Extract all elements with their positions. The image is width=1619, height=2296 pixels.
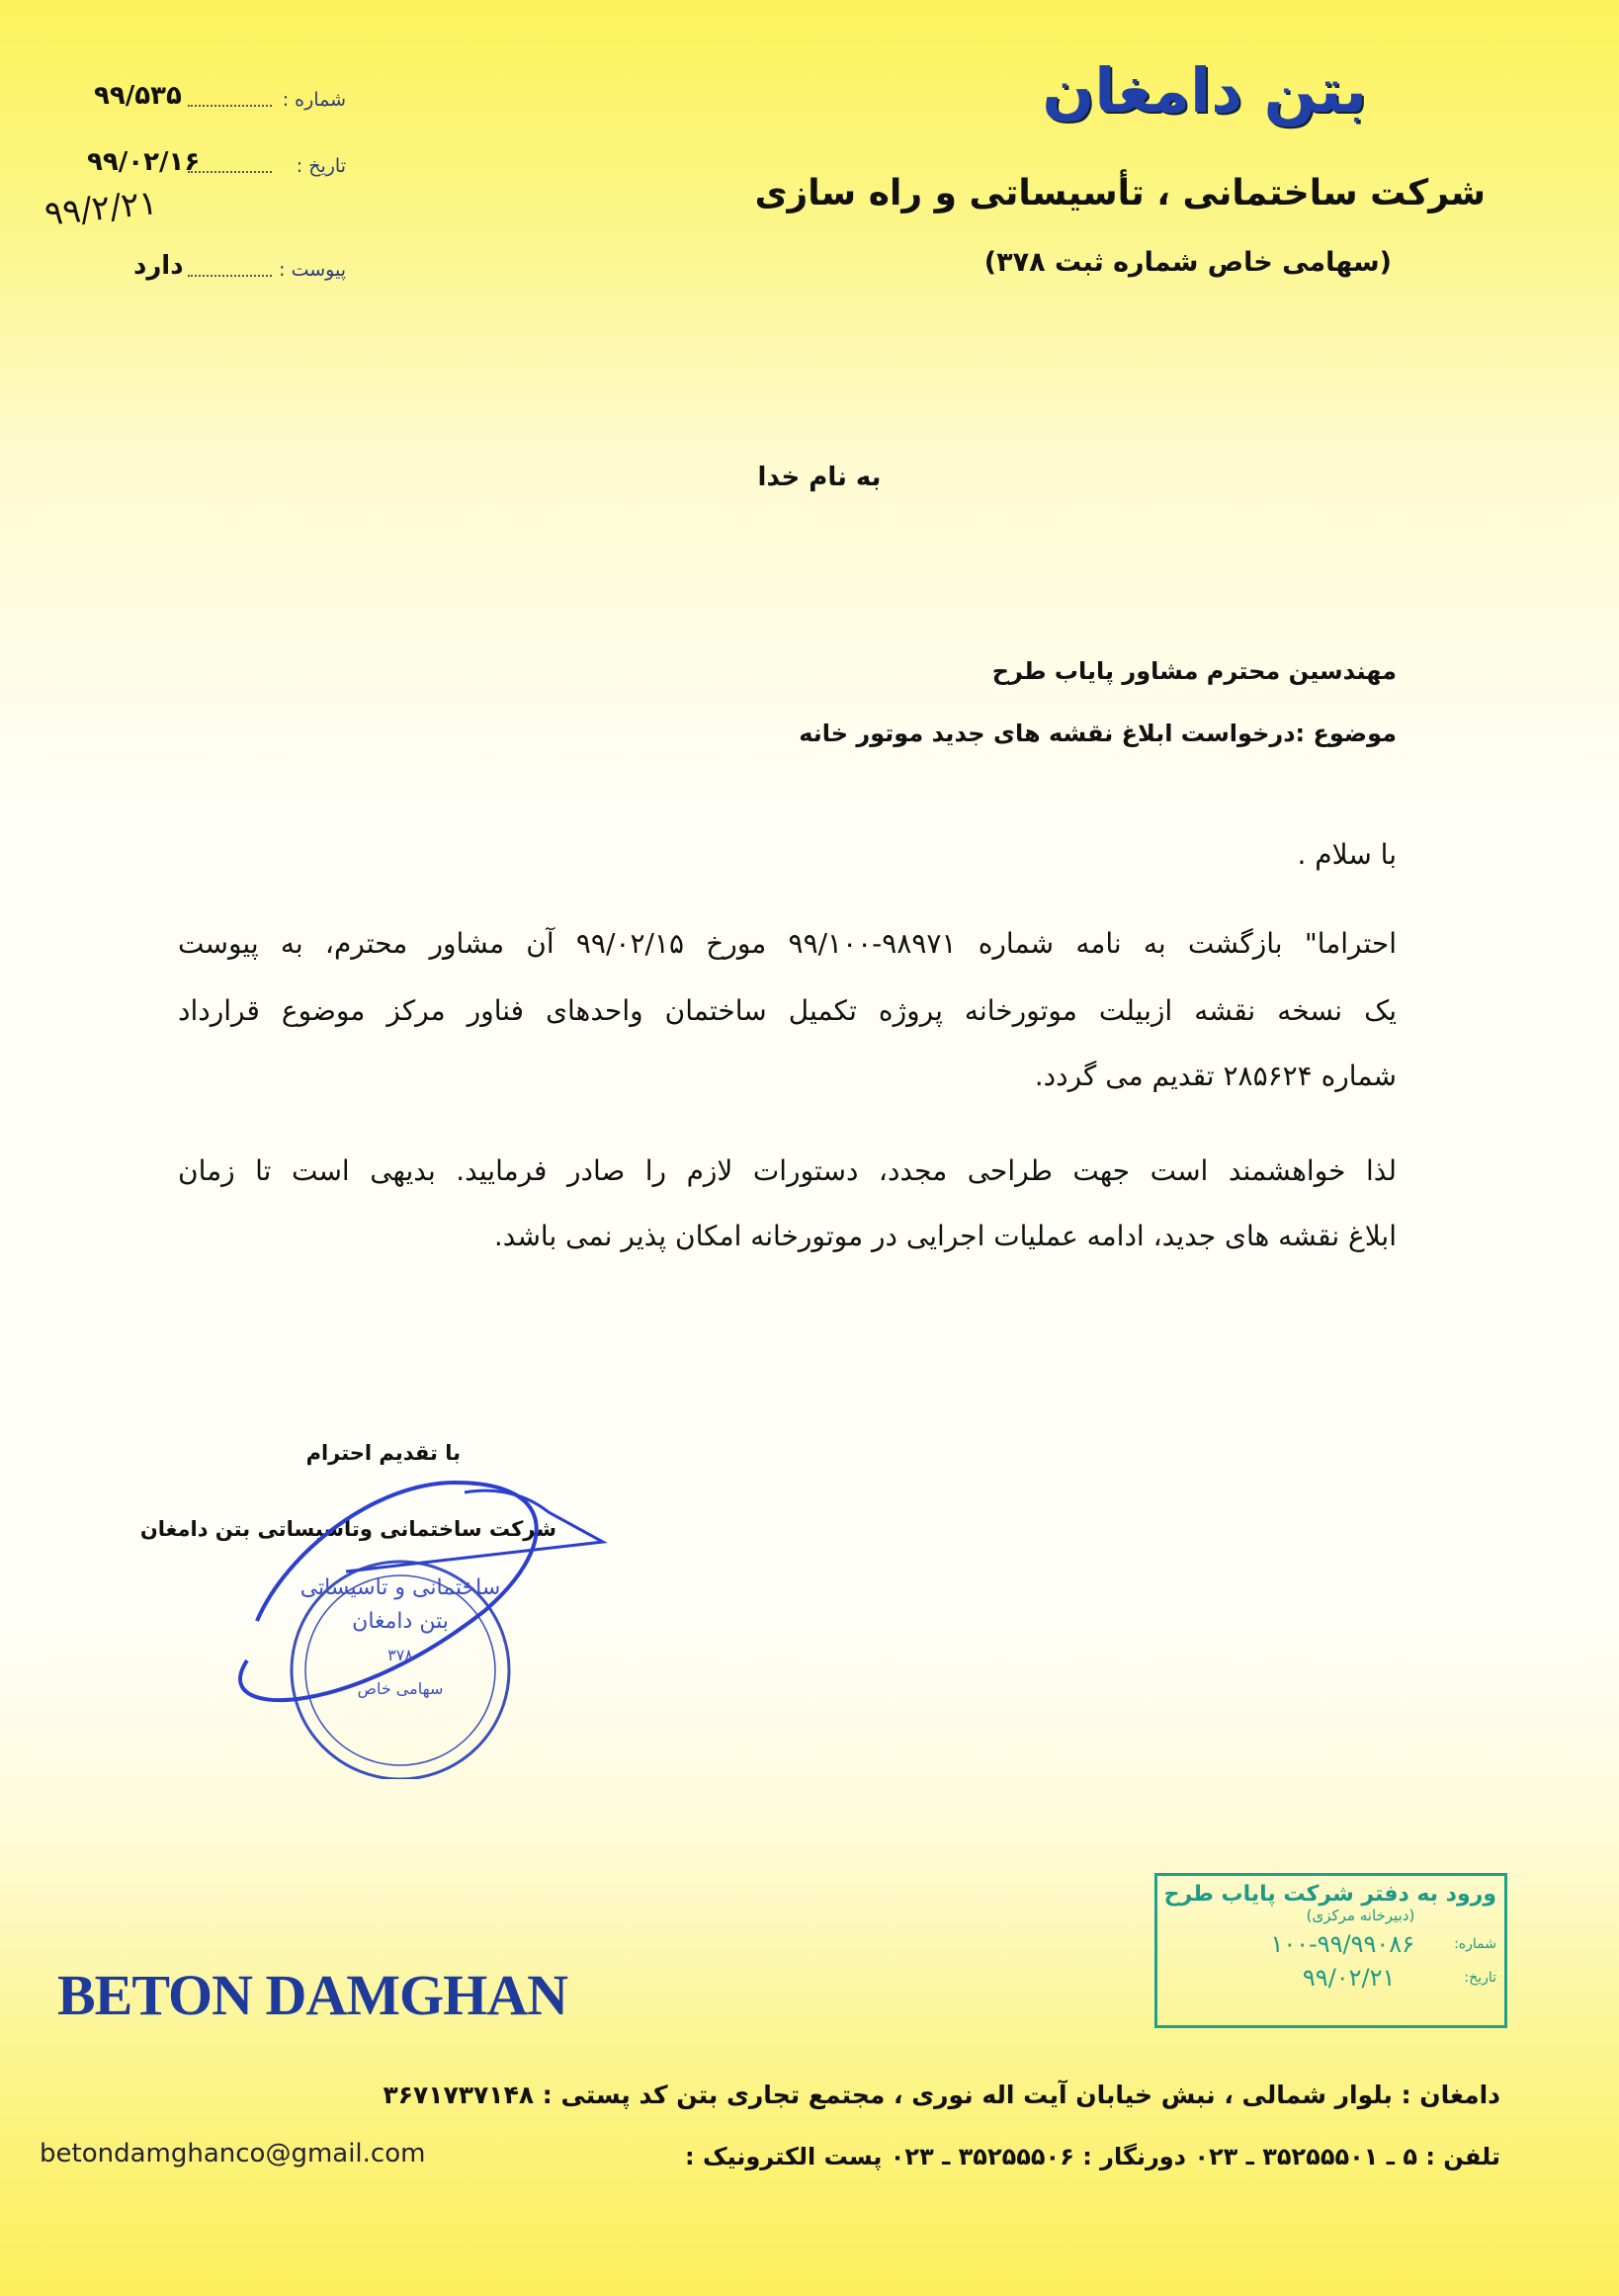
paragraph2-line: لذا خواهشمند است جهت طراحی مجدد، دستورات لازم را صادر فرمایید. بدیهی است تا زمان xyxy=(178,1154,1397,1187)
attachment-label: پیوست : xyxy=(279,259,346,281)
paragraph1-line: احتراما" بازگشت به نامه شماره ۹۸۹۷۱-۹۹/۱۰۰ مورخ ۹۹/۰۲/۱۵ آن مشاور محترم، به پیوست xyxy=(178,927,1397,960)
paragraph1-line: شماره ۲۸۵۶۲۴ تقدیم می گردد. xyxy=(1034,1060,1397,1092)
dotted-line xyxy=(188,275,272,277)
stamp-number-label: شماره: xyxy=(1454,1936,1496,1952)
bismillah: به نام خدا xyxy=(757,463,882,492)
handwritten-date: ۹۹/۲/۲۱ xyxy=(43,183,159,234)
footer-email[interactable]: betondamghanco@gmail.com xyxy=(40,2139,426,2168)
footer-email-container xyxy=(40,2137,455,2168)
letter-number xyxy=(40,81,346,128)
registration-info: (سهامی خاص شماره ثبت ۳۷۸) xyxy=(983,247,1392,278)
date-label: تاریخ : xyxy=(296,155,346,177)
seal-line: ۳۷۸ xyxy=(387,1646,413,1664)
date-value: ۹۹/۰۲/۱۶ xyxy=(87,147,201,177)
signature-stroke xyxy=(346,1490,603,1572)
stamp-title: ورود به دفتر شرکت پایاب طرح xyxy=(1163,1882,1496,1907)
letter-attachment xyxy=(40,251,346,298)
company-title: بتن دامغان xyxy=(1042,54,1367,127)
paragraph1-line: یک نسخه نقشه ازبیلت موتورخانه پروژه تکمیل ساختمان واحدهای فناور مرکز موضوع قرارداد xyxy=(178,994,1397,1027)
stamp-date-label: تاریخ: xyxy=(1464,1970,1496,1986)
paragraph2-line: ابلاغ نقشه های جدید، ادامه عملیات اجرایی در موتورخانه امکان پذیر نمی باشد. xyxy=(493,1220,1397,1252)
stamp-number-value: ۱۰۰-۹۹/۹۹۰۸۶ xyxy=(1270,1930,1415,1958)
footer-phone: تلفن : ۵ ـ ۳۵۲۵۵۵۰۱ ـ ۰۲۳ دورنگار : ۳۵۲۵۵۵۰۶ ـ ۰۲۳ پست الکترونیک : xyxy=(685,2143,1500,2170)
recipient: مهندسین محترم مشاور پایاب طرح xyxy=(991,657,1397,685)
signatory: شرکت ساختمانی وتاسیساتی بتن دامغان xyxy=(139,1517,556,1541)
number-value: ۹۹/۵۳۵ xyxy=(94,81,182,111)
company-subtitle: شرکت ساختمانی ، تأسیساتی و راه سازی xyxy=(754,173,1486,213)
stamp-date-value: ۹۹/۰۲/۲۱ xyxy=(1302,1964,1396,1992)
subject: موضوع :درخواست ابلاغ نقشه های جدید موتور خانه xyxy=(799,720,1397,747)
receipt-stamp xyxy=(1154,1873,1507,2028)
seal-line: ساختمانی و تاسیساتی xyxy=(299,1575,501,1600)
seal-line: سهامی خاص xyxy=(357,1679,444,1698)
dotted-line xyxy=(188,171,272,173)
seal-line: بتن دامغان xyxy=(352,1609,449,1634)
attachment-value: دارد xyxy=(133,251,184,281)
stamp-subtitle: (دبیرخانه مرکزی) xyxy=(1306,1907,1415,1924)
closing: با تقدیم احترام xyxy=(305,1441,461,1465)
letter-date xyxy=(40,147,346,195)
dotted-line xyxy=(188,105,272,107)
greeting: با سلام . xyxy=(1297,838,1397,871)
number-label: شماره : xyxy=(282,89,346,111)
english-logo: BETON DAMGHAN xyxy=(57,1963,568,2027)
seal-text xyxy=(272,1572,529,1706)
footer-address: دامغان : بلوار شمالی ، نبش خیابان آیت اله نوری ، مجتمع تجاری بتن کد پستی : ۳۶۷۱۷۳۷۱۴۸ xyxy=(383,2081,1500,2109)
